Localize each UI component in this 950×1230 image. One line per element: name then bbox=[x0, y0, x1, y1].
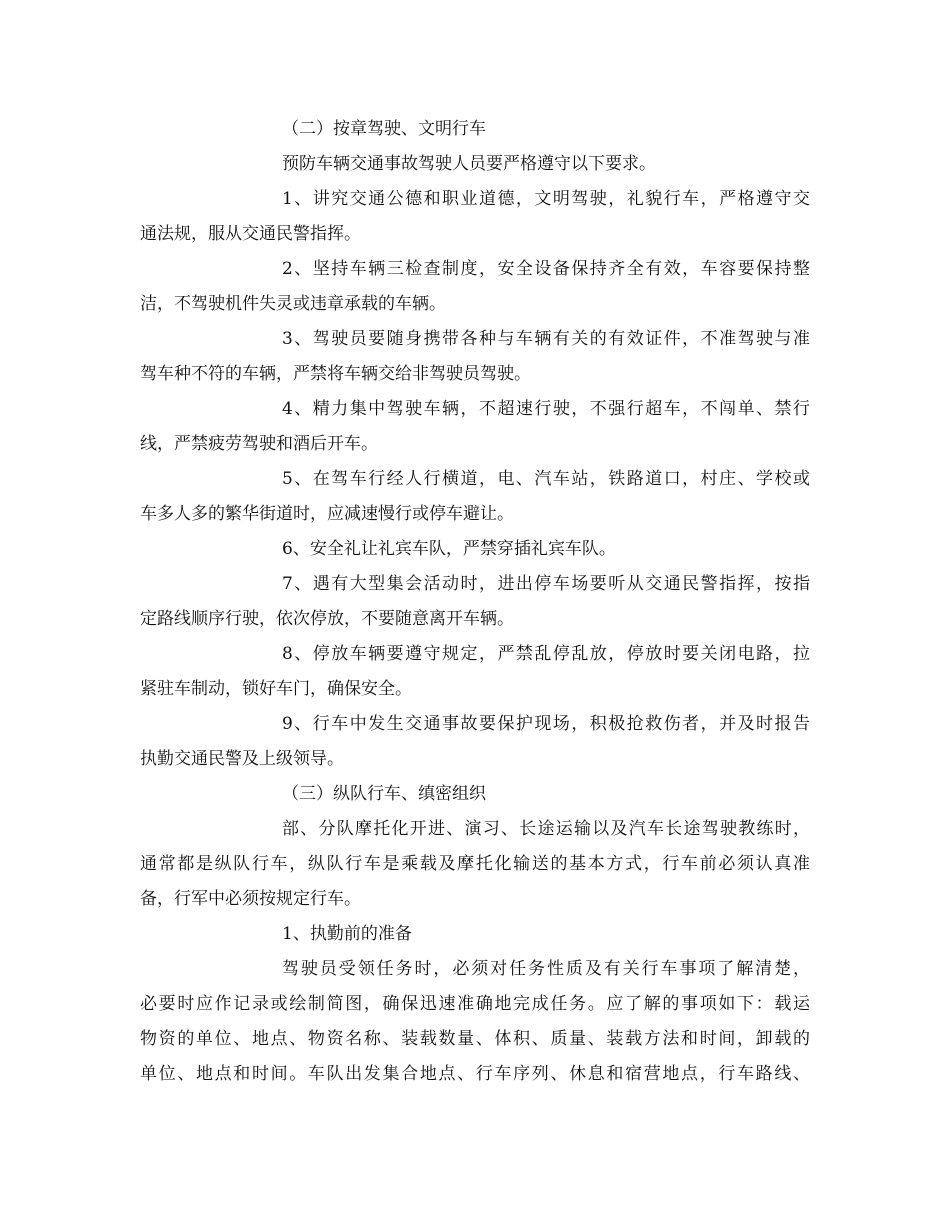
paragraph-line: 驾车种不符的车辆，严禁将车辆交给非驾驶员驾驶。 bbox=[140, 364, 531, 384]
paragraph-line: 3、驾驶员要随身携带各种与车辆有关的有效证件，不准驾驶与准 bbox=[282, 329, 810, 349]
section-heading-3: （三）纵队行车、缜密组织 bbox=[282, 784, 486, 804]
paragraph-line: 8、停放车辆要遵守规定，严禁乱停乱放，停放时要关闭电路，拉 bbox=[282, 644, 810, 664]
paragraph-line: 部、分队摩托化开进、演习、长途运输以及汽车长途驾驶教练时， bbox=[282, 819, 810, 839]
paragraph-line: 1、讲究交通公德和职业道德，文明驾驶，礼貌行车，严格遵守交 bbox=[282, 189, 810, 209]
paragraph-line: 6、安全礼让礼宾车队，严禁穿插礼宾车队。 bbox=[282, 539, 616, 559]
paragraph-line: 预防车辆交通事故驾驶人员要严格遵守以下要求。 bbox=[282, 154, 656, 174]
paragraph-line: 9、行车中发生交通事故要保护现场，积极抢救伤者，并及时报告 bbox=[282, 714, 810, 734]
paragraph-line: 定路线顺序行驶，依次停放，不要随意离开车辆。 bbox=[140, 609, 514, 629]
paragraph-line: 物资的单位、地点、物资名称、装载数量、体积、质量、装载方法和时间，卸载的 bbox=[140, 1029, 810, 1049]
paragraph-line: 紧驻车制动，锁好车门，确保安全。 bbox=[140, 679, 412, 699]
paragraph-line: 备，行军中必须按规定行车。 bbox=[140, 889, 361, 909]
paragraph-line: 2、坚持车辆三检查制度，安全设备保持齐全有效，车容要保持整 bbox=[282, 259, 810, 279]
paragraph-line: 洁，不驾驶机件失灵或违章承载的车辆。 bbox=[140, 294, 446, 314]
paragraph-line: 执勤交通民警及上级领导。 bbox=[140, 749, 344, 769]
paragraph-line: 线，严禁疲劳驾驶和酒后开车。 bbox=[140, 434, 378, 454]
paragraph-line: 单位、地点和时间。车队出发集合地点、行车序列、休息和宿营地点，行车路线、 bbox=[140, 1064, 810, 1084]
paragraph-line: 通常都是纵队行车，纵队行车是乘载及摩托化输送的基本方式，行车前必须认真准 bbox=[140, 854, 810, 874]
paragraph-line: 5、在驾车行经人行横道，电、汽车站，铁路道口，村庄、学校或 bbox=[282, 469, 810, 489]
paragraph-line: 必要时应作记录或绘制简图，确保迅速准确地完成任务。应了解的事项如下：载运 bbox=[140, 994, 810, 1014]
paragraph-line: 通法规，服从交通民警指挥。 bbox=[140, 224, 361, 244]
subsection-heading: 1、执勤前的准备 bbox=[282, 924, 412, 944]
paragraph-line: 4、精力集中驾驶车辆，不超速行驶，不强行超车，不闯单、禁行 bbox=[282, 399, 810, 419]
section-heading-2: （二）按章驾驶、文明行车 bbox=[282, 119, 486, 139]
paragraph-line: 7、遇有大型集会活动时，进出停车场要听从交通民警指挥，按指 bbox=[282, 574, 810, 594]
paragraph-line: 车多人多的繁华街道时，应减速慢行或停车避让。 bbox=[140, 504, 514, 524]
paragraph-line: 驾驶员受领任务时，必须对任务性质及有关行车事项了解清楚， bbox=[282, 959, 810, 979]
